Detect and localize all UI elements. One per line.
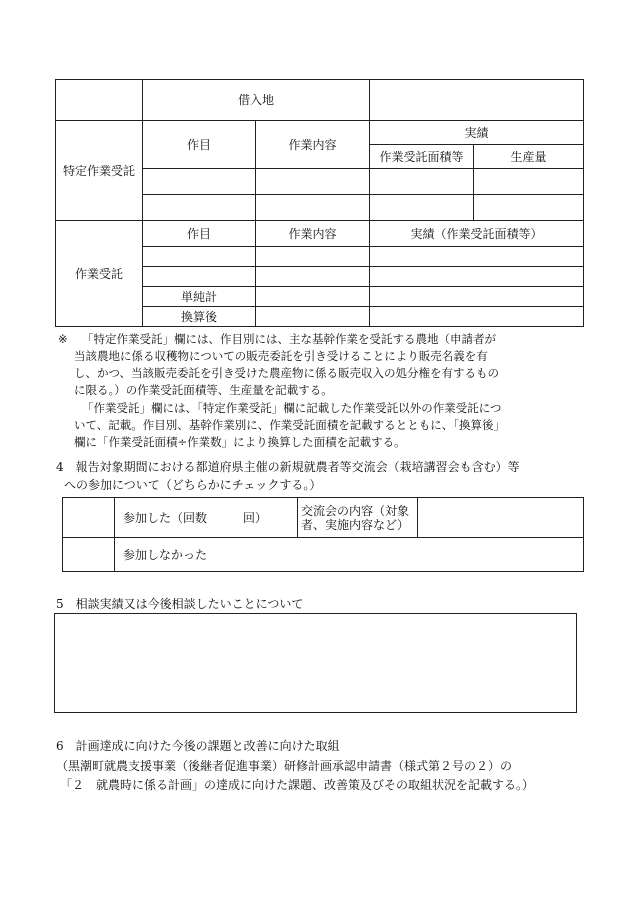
note-line: 「作業受託」欄には、「特定作業受託」欄に記載した作業受託以外の作業受託につ	[82, 401, 502, 415]
tokutei-production-cell[interactable]	[474, 169, 584, 195]
work-content-header: 作業内容	[256, 121, 370, 169]
tokutei-production-cell[interactable]	[474, 195, 584, 221]
content-label-line: 者、実施内容など）	[301, 517, 410, 532]
sagyo-work-cell[interactable]	[256, 247, 370, 267]
tokutei-work-cell[interactable]	[256, 195, 370, 221]
sagyo-crop-cell[interactable]	[143, 267, 256, 287]
sagyo-results-cell[interactable]	[370, 247, 584, 267]
not-attended-checkbox-cell[interactable]	[63, 538, 115, 572]
work-content-header-2: 作業内容	[256, 221, 370, 247]
simple-total-label: 単純計	[143, 287, 256, 307]
work-contract-table	[55, 79, 584, 327]
note-line: 「特定作業受託」欄には、作目別には、主な基幹作業を受託する農地（申請者が	[82, 332, 496, 346]
section6-title: 6 計画達成に向けた今後の課題と改善に向けた取組	[56, 739, 340, 753]
simple-total-work-cell[interactable]	[256, 287, 370, 307]
tokutei-crop-cell[interactable]	[143, 195, 256, 221]
sagyo-results-cell[interactable]	[370, 267, 584, 287]
sagyo-label: 作業受託	[56, 221, 143, 327]
content-label	[298, 498, 418, 538]
crop-header: 作目	[143, 121, 256, 169]
corner-cell	[56, 80, 143, 121]
note-line: 当該農地に係る収穫物についての販売委託を引き受けることにより販売名義を有	[74, 349, 488, 363]
crop-header-2: 作目	[143, 221, 256, 247]
content-input-cell[interactable]	[418, 498, 584, 538]
converted-work-cell[interactable]	[256, 307, 370, 327]
note-mark: ※	[58, 332, 68, 346]
results-header: 実績	[370, 121, 584, 145]
attended-checkbox-cell[interactable]	[63, 498, 115, 538]
section5-title: 5 相談実績又は今後相談したいことについて	[56, 597, 304, 611]
section6-note-cont: 「２ 就農時に係る計画」の達成に向けた課題、改善策及びその取組状況を記載する。）	[60, 778, 535, 792]
note-line: し、かつ、当該販売委託を引き受けた農産物に係る販売収入の処分権を有するもの	[74, 366, 500, 380]
tokutei-crop-cell[interactable]	[143, 169, 256, 195]
converted-results-cell[interactable]	[370, 307, 584, 327]
attended-label: 参加した（回数 回）	[115, 498, 298, 538]
section4-title-cont: への参加について（どちらかにチェックする。）	[64, 478, 322, 492]
results-area-header: 実績（作業受託面積等）	[370, 221, 584, 247]
sagyo-crop-cell[interactable]	[143, 247, 256, 267]
note-line: に限る。）の作業受託面積等、生産量を記載する。	[74, 383, 333, 397]
blank-header-cell	[370, 80, 584, 121]
tokutei-label: 特定作業受託	[56, 121, 143, 221]
area-header: 作業受託面積等	[370, 145, 474, 169]
note-line: 欄に「作業受託面積÷作業数」により換算した面積を記載する。	[74, 435, 406, 449]
production-header: 生産量	[474, 145, 584, 169]
converted-label: 換算後	[143, 307, 256, 327]
content-label-line: 交流会の内容（対象	[301, 503, 410, 518]
tokutei-area-cell[interactable]	[370, 195, 474, 221]
borrowed-land-header: 借入地	[143, 80, 370, 121]
simple-total-results-cell[interactable]	[370, 287, 584, 307]
section6-note: （黒潮町就農支援事業（後継者促進事業）研修計画承認申請書（様式第２号の２）の	[56, 759, 513, 773]
exchange-participation-table	[62, 497, 584, 572]
not-attended-label: 参加しなかった	[115, 538, 584, 572]
tokutei-area-cell[interactable]	[370, 169, 474, 195]
section4-title: 4 報告対象期間における都道府県主催の新規就農者等交流会（栽培講習会も含む）等	[56, 460, 520, 474]
sagyo-work-cell[interactable]	[256, 267, 370, 287]
note-line: いて、記載。作目別、基幹作業別に、作業受託面積を記載するとともに、「換算後」	[74, 418, 506, 432]
consultation-box[interactable]	[54, 613, 577, 713]
tokutei-work-cell[interactable]	[256, 169, 370, 195]
